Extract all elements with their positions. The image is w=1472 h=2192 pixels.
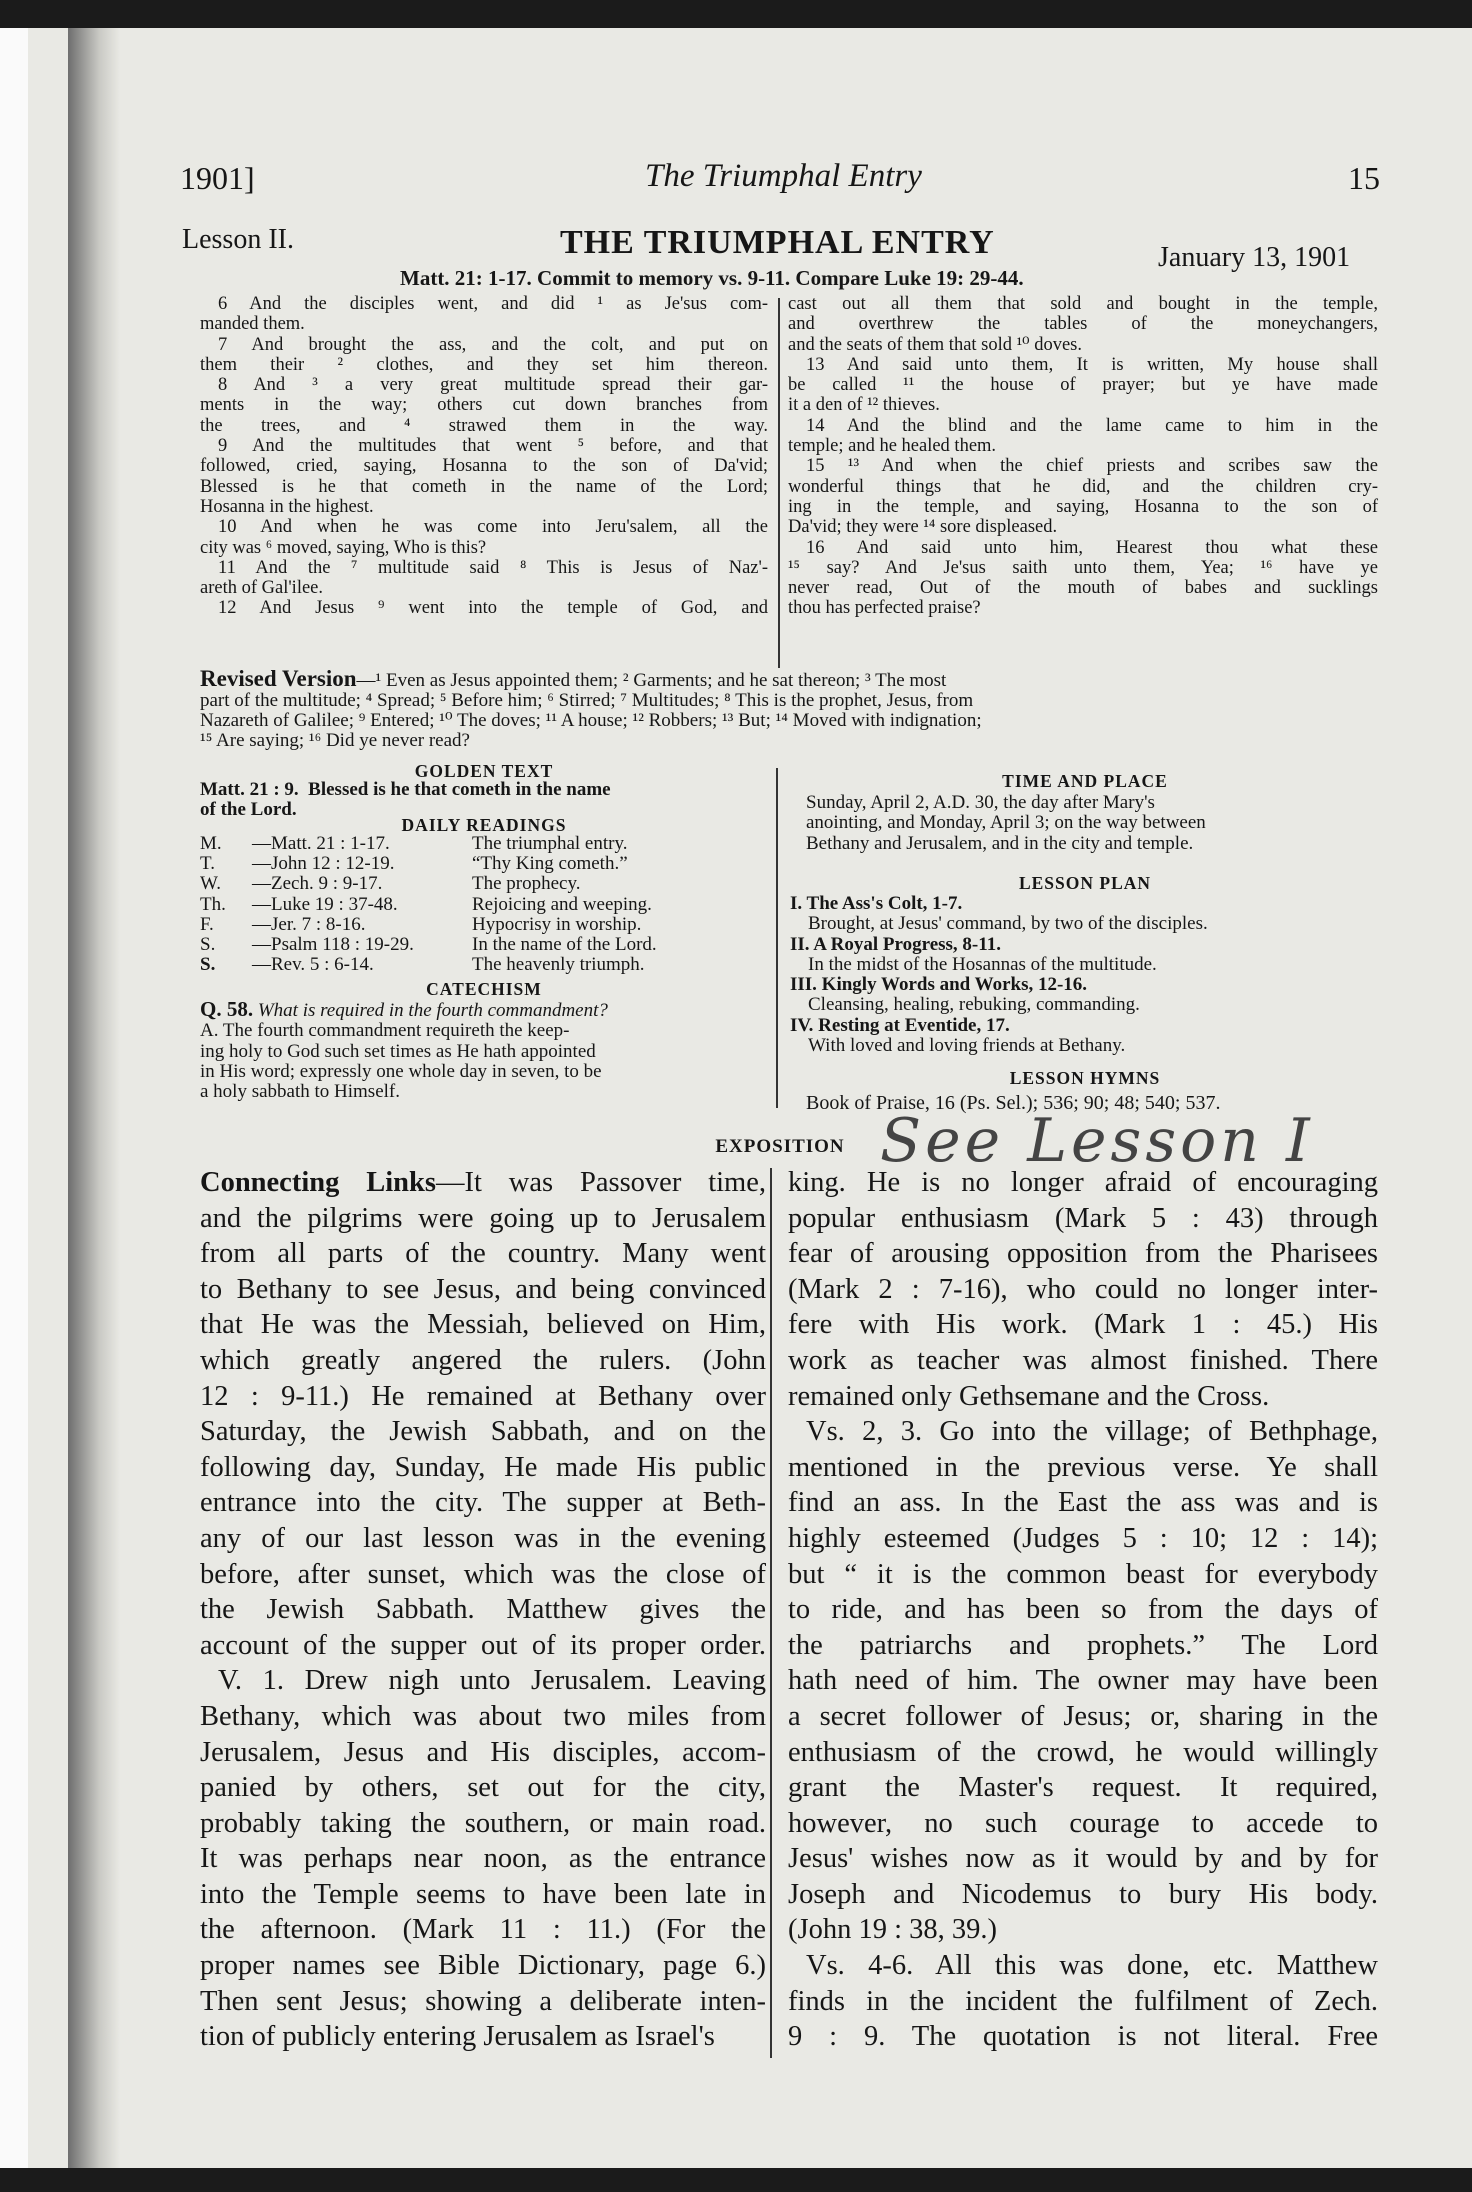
time-place-line: anointing, and Monday, April 3; on the way between [806,812,1206,834]
scripture-verse-line: manded them. [200,314,305,335]
scripture-verse-line: 7 And brought the ass, and the colt, and put on [218,334,768,355]
page-content [0,28,1472,2168]
daily-reading-day: F. [200,913,214,935]
lesson-plan-item-title: I. The Ass's Colt, 1-7. [790,893,963,914]
lesson-hymns: Book of Praise, 16 (Ps. Sel.); 536; 90; 48; 540; 537. [806,1092,1221,1114]
golden-text-ref: Matt. 21 : 9. [200,779,299,800]
daily-reading-row [200,895,772,915]
exposition-line: Saturday, the Jewish Sabbath, and on the [200,1416,766,1448]
scripture-right-column [788,294,1378,619]
daily-reading-row [200,854,772,874]
golden-text-line2: of the Lord. [200,799,297,820]
scripture-verse-line: Da'vid; they were ¹⁴ sore displeased. [788,517,1058,538]
daily-readings-table [200,834,772,975]
page [0,28,1472,2168]
golden-text-line1: Blessed is he that cometh in the name [308,779,611,800]
exposition-line: any of our last lesson was in the evening [200,1522,766,1554]
column-divider-middle [776,768,778,1108]
scripture-verse-line: Blessed is he that cometh in the name of the Lord; [200,476,768,497]
exposition-line: Connecting Links—It was Passover time, [200,1167,766,1198]
exposition-line: to ride, and has been so from the days of [788,1594,1378,1626]
revised-version-line: Nazareth of Galilee; ⁹ Entered; ¹⁰ The doves; ¹¹ A house; ¹² Robbers; ¹³ But; ¹⁴ Moved with indignation; [200,710,982,731]
catechism-answer-line: in His word; expressly one whole day in seven, to be [200,1060,602,1082]
exposition-line: highly esteemed (Judges 5 : 10; 12 : 14); [788,1522,1378,1554]
daily-readings-heading: DAILY READINGS [401,815,567,835]
scripture-verse-line: ments in the way; others cut down branches from [200,395,768,416]
exposition-line: to Bethany to see Jesus, and being convinced [200,1273,766,1305]
catechism [200,999,768,1102]
scripture-verse-line: 8 And ³ a very great multitude spread their gar- [218,375,768,396]
golden-text-heading: GOLDEN TEXT [414,761,554,781]
exposition-line: enthusiasm of the crowd, he would willingly [788,1736,1378,1768]
scripture-verse-line: city was ⁶ moved, saying, Who is this? [200,537,487,558]
exposition-line: the Jewish Sabbath. Matthew gives the [200,1594,766,1626]
exposition-left-column [200,1165,766,2055]
daily-reading-title: Hypocrisy in worship. [472,913,642,935]
scripture-verse-line: and overthrew the tables of the moneychangers, [788,314,1378,335]
exposition-line: Jesus' wishes now as it would by and by for [788,1843,1378,1875]
lesson-plan-item-text: Cleansing, healing, rebuking, commanding. [808,994,1140,1016]
exposition-line: Joseph and Nicodemus to bury His body. [788,1878,1378,1910]
daily-reading-row [200,874,772,894]
exposition-line: the afternoon. (Mark 11 : 11.) (For the [200,1914,766,1946]
daily-reading-ref: —Rev. 5 : 6-14. [252,954,374,976]
daily-reading-ref: —Zech. 9 : 9-17. [252,873,383,895]
revised-version-label: Revised Version [200,666,357,691]
catechism-question: What is required in the fourth commandment? [257,1000,608,1021]
daily-reading-day: S. [200,934,216,956]
exposition-line: panied by others, set out for the city, [200,1772,766,1804]
exposition-line: however, no such courage to accede to [788,1807,1378,1839]
page-number: 15 [1348,160,1380,196]
exposition-line: which greatly angered the rulers. (John [200,1344,766,1376]
catechism-answer-line: ing holy to God such set times as He hath appointed [200,1040,596,1062]
running-year: 1901] [180,160,255,196]
exposition-line: remained only Gethsemane and the Cross. [788,1380,1270,1412]
scripture-verse-line: 15 ¹³ And when the chief priests and scribes saw the [806,456,1378,477]
daily-reading-ref: —Psalm 118 : 19-29. [252,934,414,956]
lesson-plan-item-title: II. A Royal Progress, 8-11. [790,933,1001,955]
lesson-label: Lesson II. [182,224,294,255]
daily-reading-row [200,834,772,854]
time-place-line: Bethany and Jerusalem, and in the city and temple. [806,832,1194,854]
scripture-verse-line: ¹⁵ say? And Je'sus saith unto them, Yea; ¹⁶ have ye [788,557,1378,578]
scripture-verse-line: followed, cried, saying, Hosanna to the son of Da'vid; [200,456,768,477]
daily-reading-title: In the name of the Lord. [472,934,657,956]
revised-version-line: ¹⁵ Are saying; ¹⁶ Did ye never read? [200,730,470,751]
exposition-line: (John 19 : 38, 39.) [788,1914,997,1946]
daily-reading-title: The triumphal entry. [472,833,628,854]
scripture-verse-line: and the seats of them that sold ¹⁰ doves. [788,334,1083,355]
exposition-line: 9 : 9. The quotation is not literal. Free [788,2021,1378,2053]
exposition-line: work as teacher was almost finished. There [788,1344,1378,1376]
exposition-line: grant the Master's request. It required, [788,1772,1378,1804]
scripture-verse-line: it a den of ¹² thieves. [788,395,940,416]
catechism-answer-line: a holy sabbath to Himself. [200,1081,400,1103]
catechism-heading: CATECHISM [426,979,542,999]
daily-reading-ref: —John 12 : 12-19. [252,853,395,875]
handwritten-annotation: See Lesson I [880,1106,1314,1176]
scripture-verse-line: wonderful things that he did, and the children cry- [788,476,1378,497]
exposition-line: fear of arousing opposition from the Pharisees [788,1238,1378,1270]
scripture-verse-line: 14 And the blind and the lame came to him in the [806,415,1378,436]
lesson-plan [790,894,1208,1056]
exposition-line: Vs. 2, 3. Go into the village; of Bethphage, [806,1416,1378,1448]
daily-reading-day: M. [200,833,222,854]
exposition-line: hath need of him. The owner may have been [788,1665,1378,1697]
scripture-verse-line: thou has perfected praise? [788,598,981,619]
exposition-line: It was perhaps near noon, as the entrance [200,1843,766,1875]
scripture-verse-line: them their ² clothes, and they set him thereon. [200,354,768,375]
lesson-date: January 13, 1901 [1158,242,1351,273]
scripture-left-column [200,294,768,619]
running-title: The Triumphal Entry [645,158,922,194]
daily-reading-title: The heavenly triumph. [472,954,645,976]
time-place-heading: TIME AND PLACE [1002,771,1168,791]
lesson-plan-item-text: In the midst of the Hosannas of the multitude. [808,953,1157,975]
revised-version-line: —¹ Even as Jesus appointed them; ² Garments; and he sat thereon; ³ The most [356,670,947,691]
scripture-verse-line: cast out all them that sold and bought in the temple, [788,294,1378,314]
scripture-verse-line: 9 And the multitudes that went ⁵ before, and that [218,436,768,457]
column-divider-top [778,298,780,668]
revised-version [200,666,1380,751]
scripture-verse-line: areth of Gal'ilee. [200,578,324,599]
exposition-line: Then sent Jesus; showing a deliberate inten- [200,1985,766,2017]
catechism-question-number: Q. 58. [200,997,254,1021]
exposition-line: 12 : 9-11.) He remained at Bethany over [200,1380,766,1412]
exposition-line: entrance into the city. The supper at Beth- [200,1487,766,1519]
exposition-line: fere with His work. (Mark 1 : 45.) His [788,1309,1378,1341]
time-place [806,793,1206,854]
exposition-line: from all parts of the country. Many went [200,1238,766,1270]
scripture-verse-line: 16 And said unto him, Hearest thou what these [806,537,1378,558]
revised-version-line: part of the multitude; ⁴ Spread; ⁵ Before him; ⁶ Stirred; ⁷ Multitudes; ⁸ This is the prophet, Jesus, from [200,690,974,711]
scripture-verse-line: Hosanna in the highest. [200,496,374,517]
exposition-line: find an ass. In the East the ass was and is [788,1487,1378,1519]
daily-reading-title: The prophecy. [472,873,581,895]
exposition-line: king. He is no longer afraid of encouraging [788,1167,1378,1198]
daily-reading-day: W. [200,873,221,895]
exposition-line: account of the supper out of its proper order. [200,1629,766,1661]
daily-reading-day: Th. [200,893,226,915]
exposition-line: and the pilgrims were going up to Jerusalem [200,1202,766,1234]
time-place-line: Sunday, April 2, A.D. 30, the day after Mary's [806,792,1155,813]
daily-reading-ref: —Luke 19 : 37-48. [252,893,398,915]
exposition-lead-in: Connecting Links [200,1167,436,1198]
lesson-plan-item-title: III. Kingly Words and Works, 12-16. [790,974,1088,996]
scripture-verse-line: never read, Out of the mouth of babes and sucklings [788,578,1378,599]
exposition-line: probably taking the southern, or main road. [200,1807,766,1839]
scripture-reference: Matt. 21: 1-17. Commit to memory vs. 9-11. Compare Luke 19: 29-44. [400,266,1024,290]
exposition-line: a secret follower of Jesus; or, sharing in the [788,1700,1378,1732]
scripture-verse-line: temple; and he healed them. [788,436,997,457]
daily-reading-row [200,955,772,975]
scripture-verse-line: 6 And the disciples went, and did ¹ as Je'sus com- [218,294,768,314]
daily-reading-ref: —Matt. 21 : 1-17. [252,833,390,854]
exposition-line: before, after sunset, which was the close of [200,1558,766,1590]
exposition-line: Vs. 4-6. All this was done, etc. Matthew [806,1950,1378,1982]
exposition-line: into the Temple seems to have been late in [200,1878,766,1910]
exposition-line: V. 1. Drew nigh unto Jerusalem. Leaving [218,1665,766,1697]
daily-reading-title: “Thy King cometh.” [472,853,628,875]
daily-reading-day: T. [200,853,215,875]
exposition-right-column [788,1165,1378,2055]
lesson-title: THE TRIUMPHAL ENTRY [560,224,995,261]
exposition-heading: EXPOSITION [715,1136,845,1157]
exposition-line: the patriarchs and prophets.” The Lord [788,1629,1378,1661]
catechism-answer-line: A. The fourth commandment requireth the keep- [200,1020,570,1042]
exposition-line: Bethany, which was about two miles from [200,1700,766,1732]
exposition-line: following day, Sunday, He made His public [200,1451,766,1483]
column-divider-bottom [770,1168,772,2058]
scripture-verse-line: ing in the temple, and saying, Hosanna to the son of [788,496,1378,517]
exposition-line: that He was the Messiah, believed on Him, [200,1309,766,1341]
scripture-verse-line: 10 And when he was come into Jeru'salem, all the [218,517,768,538]
exposition-line: Jerusalem, Jesus and His disciples, accom- [200,1736,766,1768]
exposition-line: but “ it is the common beast for everybody [788,1558,1378,1590]
exposition-line: mentioned in the previous verse. Ye shall [788,1451,1378,1483]
daily-reading-row [200,915,772,935]
exposition-line: finds in the incident the fulfilment of Zech. [788,1985,1378,2017]
scripture-verse-line: 13 And said unto them, It is written, My house shall [806,354,1378,375]
lesson-plan-item-title: IV. Resting at Eventide, 17. [790,1014,1010,1036]
lesson-plan-heading: LESSON PLAN [1018,873,1152,893]
exposition-line: proper names see Bible Dictionary, page 6.) [200,1950,766,1982]
scripture-verse-line: be called ¹¹ the house of prayer; but ye have made [788,375,1378,396]
daily-reading-ref: —Jer. 7 : 8-16. [252,913,366,935]
lesson-plan-item-text: With loved and loving friends at Bethany. [808,1035,1126,1057]
lesson-plan-item-text: Brought, at Jesus' command, by two of the disciples. [808,913,1208,935]
exposition-line: (Mark 2 : 7-16), who could no longer inter- [788,1273,1378,1305]
golden-text [200,780,611,820]
daily-reading-row [200,935,772,955]
daily-reading-day: S. [200,954,216,976]
daily-reading-title: Rejoicing and weeping. [472,893,652,915]
scripture-verse-line: 12 And Jesus ⁹ went into the temple of God, and [218,598,768,619]
exposition-line: popular enthusiasm (Mark 5 : 43) through [788,1202,1378,1234]
exposition-line: tion of publicly entering Jerusalem as Israel's [200,2021,715,2053]
scripture-verse-line: 11 And the ⁷ multitude said ⁸ This is Jesus of Naz'- [218,557,768,578]
scripture-verse-line: the trees, and ⁴ strawed them in the way. [200,415,768,436]
lesson-hymns-heading: LESSON HYMNS [1009,1068,1161,1088]
